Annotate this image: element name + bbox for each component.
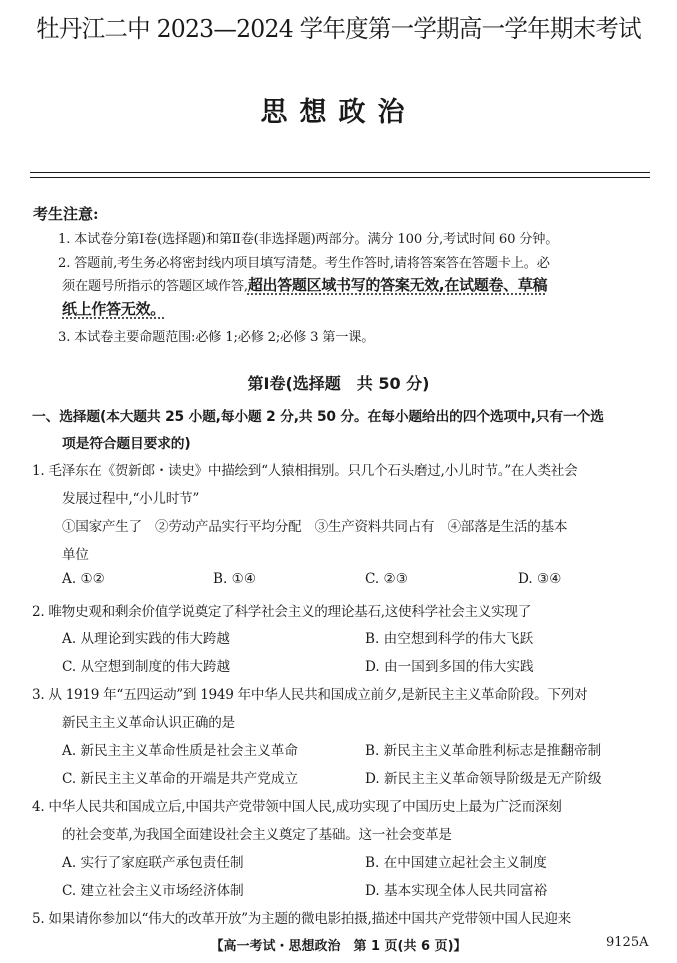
question-4-option-c: C. 建立社会主义市场经济体制 [62,883,244,899]
notice-item-2-line-3 [62,298,165,319]
question-4-option-b: B. 在中国建立起社会主义制度 [365,855,547,871]
subject-title: 思想政治 [260,97,417,128]
header-rule-top [30,172,650,173]
question-1-stem: 1. 毛泽东在《贺新郎・读史》中描绘到“人猿相揖别。只几个石头磨过,小儿时节。”在人类社会 [32,463,578,479]
question-3-option-c: C. 新民主主义革命的开端是共产党成立 [62,771,299,787]
question-2-option-d: D. 由一国到多国的伟大实践 [365,659,534,675]
part-title: 第Ⅰ卷(选择题 共 50 分) [247,374,430,393]
notice-item-2-line-2 [62,274,547,295]
question-3-option-b: B. 新民主主义革命胜利标志是推翻帝制 [365,743,602,759]
notice-emphasis: 超出答题区域书写的答案无效,在试题卷、草稿 [247,276,548,294]
section-instruction: 一、选择题(本大题共 25 小题,每小题 2 分,共 50 分。在每小题给出的四个选项中,只有一个选 [32,409,604,425]
notice-item-1: 1. 本试卷分第Ⅰ卷(选择题)和第Ⅱ卷(非选择题)两部分。满分 100 分,考试时间 60 分钟。 [58,232,559,247]
header-rule-bottom [30,177,650,178]
section-instruction-cont: 项是符合题目要求的) [62,436,191,452]
notice-heading: 考生注意: [33,205,99,223]
notice-item-3: 3. 本试卷主要命题范围:必修 1;必修 2;必修 3 第一课。 [58,330,375,345]
notice-item-2: 2. 答题前,考生务必将密封线内项目填写清楚。考生作答时,请将答案答在答题卡上。必 [58,256,550,271]
paper-code: 9125A [606,935,649,950]
notice-emphasis-end: 纸上作答无效。 [62,300,165,318]
question-2-option-c: C. 从空想到制度的伟大跨越 [62,659,231,675]
question-4-stem-cont: 的社会变革,为我国全面建设社会主义奠定了基础。这一社会变革是 [62,827,452,843]
question-4-stem: 4. 中华人民共和国成立后,中国共产党带领中国人民,成功实现了中国历史上最为广泛而深刻 [32,799,562,815]
exam-title: 牡丹江二中 2023—2024 学年度第一学期高一学年期末考试 [36,14,641,43]
question-1-items: ①国家产生了 ②劳动产品实行平均分配 ③生产资料共同占有 ④部落是生活的基本 [62,519,568,535]
question-1-items-cont: 单位 [62,547,89,563]
question-1-option-b: B. ①④ [213,571,257,587]
question-3-stem: 3. 从 1919 年“五四运动”到 1949 年中华人民共和国成立前夕,是新民主主义革命阶段。下列对 [32,687,588,703]
question-5-stem: 5. 如果请你参加以“伟大的改革开放”为主题的微电影拍摄,描述中国共产党带领中国人民迎来 [32,911,571,927]
question-3-stem-cont: 新民主主义革命认识正确的是 [62,715,235,731]
question-2-option-a: A. 从理论到实践的伟大跨越 [62,631,230,647]
question-4-option-d: D. 基本实现全体人民共同富裕 [365,883,548,899]
question-2-stem: 2. 唯物史观和剩余价值学说奠定了科学社会主义的理论基石,这使科学社会主义实现了 [32,604,531,620]
question-1-option-a: A. ①② [62,571,105,587]
notice-item-2-text: 须在题号所指示的答题区域作答, [62,279,248,294]
question-1-option-d: D. ③④ [518,571,562,587]
question-1-option-c: C. ②③ [365,571,408,587]
question-2-option-b: B. 由空想到科学的伟大飞跃 [365,631,534,647]
question-3-option-a: A. 新民主主义革命性质是社会主义革命 [62,743,298,759]
question-4-option-a: A. 实行了家庭联产承包责任制 [62,855,244,871]
question-3-option-d: D. 新民主主义革命领导阶级是无产阶级 [365,771,602,787]
page-footer: 【高一考试・思想政治 第 1 页(共 6 页)】 [210,939,467,954]
question-1-stem-cont: 发展过程中,“小儿时节” [62,491,199,507]
